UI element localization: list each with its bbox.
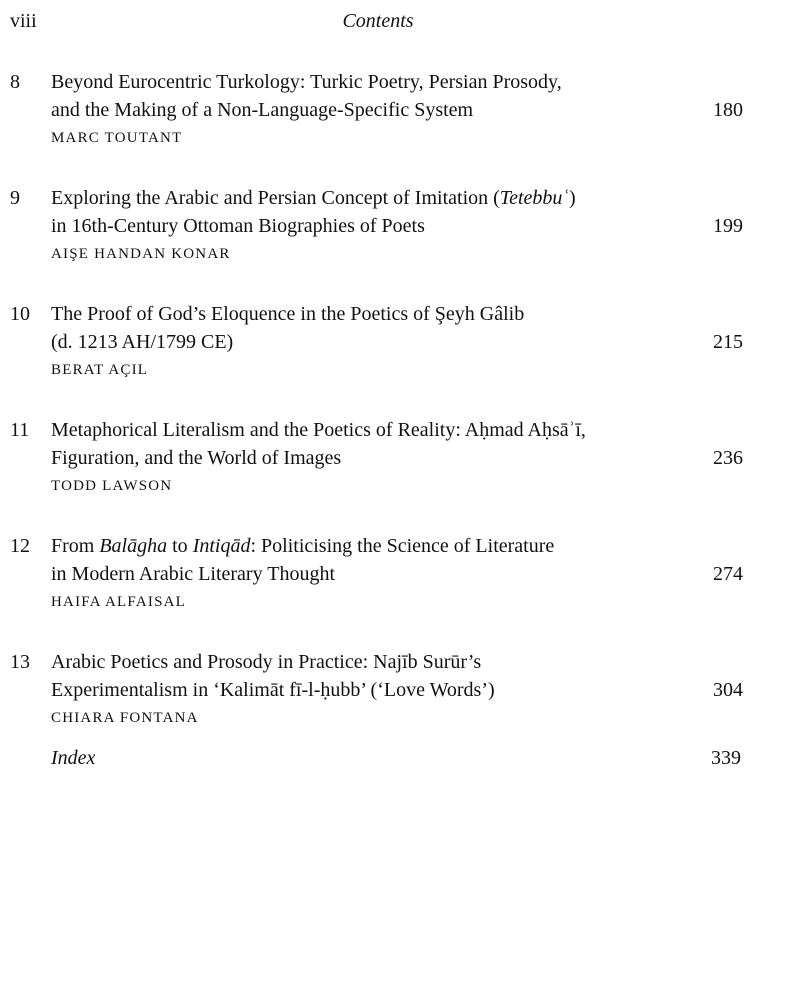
chapter-title-line: Beyond Eurocentric Turkology: Turkic Poetry, Persian Prosody, <box>51 71 562 93</box>
chapter-number: 8 <box>10 71 20 93</box>
chapter-title <box>51 300 671 356</box>
chapter-title-line: Metaphorical Literalism and the Poetics of Reality: Aḥmad Aḥsāʾī, <box>51 419 586 441</box>
chapter-title-line <box>51 532 671 560</box>
chapter-author: HAIFA ALFAISAL <box>51 594 187 610</box>
chapter-title-line: The Proof of God’s Eloquence in the Poetics of Şeyh Gâlib <box>51 303 525 325</box>
chapter-number: 11 <box>10 419 30 441</box>
toc-entry[interactable] <box>0 184 812 300</box>
chapter-number: 13 <box>10 651 30 673</box>
chapter-author: BERAT AÇIL <box>51 362 149 378</box>
title-text: From <box>51 535 100 557</box>
chapter-title <box>51 184 671 240</box>
chapter-number: 9 <box>10 187 20 209</box>
toc-entry[interactable] <box>0 300 812 416</box>
running-head-title: Contents <box>342 10 414 32</box>
chapter-title-line: (d. 1213 AH/1799 CE) <box>51 331 234 353</box>
chapter-author: CHIARA FONTANA <box>51 710 199 726</box>
title-italic-text: Intiqād <box>192 535 251 557</box>
title-text: to <box>167 535 193 557</box>
chapter-title-line: Arabic Poetics and Prosody in Practice: Najīb Surūr’s <box>51 651 482 673</box>
chapter-author: MARC TOUTANT <box>51 130 183 146</box>
chapter-number: 12 <box>10 535 30 557</box>
chapter-title-line: in 16th-Century Ottoman Biographies of Poets <box>51 215 425 237</box>
chapter-page-number: 274 <box>713 563 743 585</box>
toc-index-entry[interactable] <box>0 744 812 784</box>
chapter-title <box>51 648 671 704</box>
chapter-page-number: 215 <box>713 331 743 353</box>
chapter-number: 10 <box>10 303 30 325</box>
page-folio: viii <box>10 10 37 32</box>
chapter-page-number: 180 <box>713 99 743 121</box>
chapter-page-number: 304 <box>713 679 743 701</box>
chapter-title-line: in Modern Arabic Literary Thought <box>51 563 336 585</box>
chapter-title-line: Experimentalism in ‘Kalimāt fī-l-ḥubb’ (‘Love Words’) <box>51 679 495 701</box>
chapter-title-line: and the Making of a Non-Language-Specific System <box>51 99 474 121</box>
title-text: ) <box>569 187 576 209</box>
index-page-number: 339 <box>711 747 741 769</box>
chapter-title <box>51 416 671 472</box>
chapter-author: TODD LAWSON <box>51 478 173 494</box>
chapter-title <box>51 532 671 588</box>
title-italic-text: Tetebbuʿ <box>499 187 570 209</box>
toc-entry[interactable] <box>0 648 812 744</box>
toc-entry[interactable] <box>0 532 812 648</box>
table-of-contents <box>0 68 812 784</box>
chapter-title-line: Figuration, and the World of Images <box>51 447 342 469</box>
chapter-author: AIŞE HANDAN KONAR <box>51 246 231 262</box>
running-head <box>0 8 812 36</box>
chapter-title-line <box>51 184 671 212</box>
title-text: Exploring the Arabic and Persian Concept of Imitation ( <box>51 187 500 209</box>
toc-entry[interactable] <box>0 416 812 532</box>
index-label: Index <box>51 747 96 769</box>
chapter-page-number: 199 <box>713 215 743 237</box>
title-italic-text: Balāgha <box>99 535 168 557</box>
title-text: : Politicising the Science of Literature <box>250 535 555 557</box>
chapter-page-number: 236 <box>713 447 743 469</box>
chapter-title <box>51 68 671 124</box>
toc-entry[interactable] <box>0 68 812 184</box>
